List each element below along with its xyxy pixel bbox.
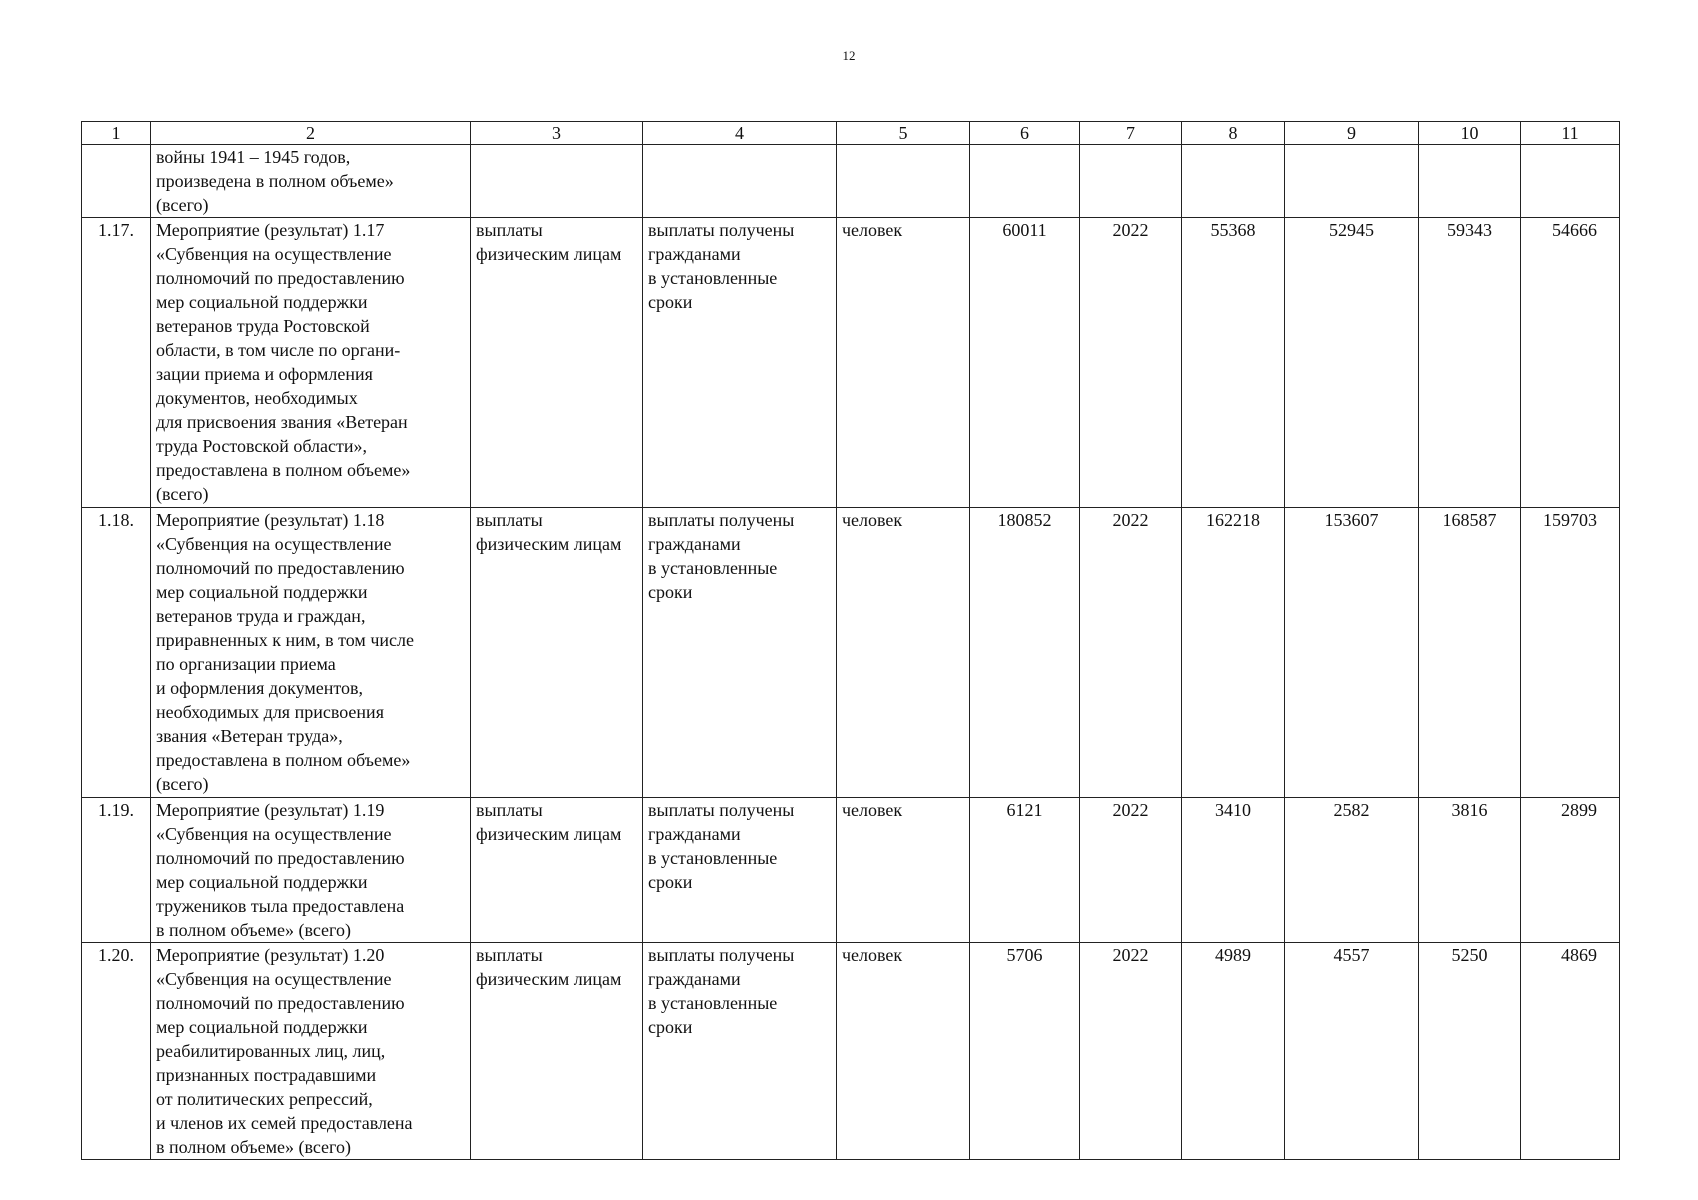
row-number-cell: 1.18. [82, 508, 151, 798]
value-cell-8 [1182, 145, 1285, 218]
characteristic-cell: выплаты получены гражданами в установленные сроки [643, 218, 837, 508]
result-name-cell: Мероприятие (результат) 1.17 «Субвенция на осуществление полномочий по предоставлению мер социальной поддержки ветеранов труда Ростовской области, в том числе по органи- зации приема и оформления документов, необходимых для присвоения звания «Ветеран труда Ростовской области», предоставлена в полном объеме» (всего) [151, 218, 471, 508]
base-year-cell: 2022 [1080, 798, 1182, 943]
column-header: 4 [643, 122, 837, 145]
base-value-cell [970, 145, 1080, 218]
characteristic-cell: выплаты получены гражданами в установленные сроки [643, 508, 837, 798]
value-cell-9: 2582 [1285, 798, 1419, 943]
result-type-cell: выплаты физическим лицам [471, 943, 643, 1160]
characteristic-cell: выплаты получены гражданами в установленные сроки [643, 798, 837, 943]
base-value-cell: 5706 [970, 943, 1080, 1160]
table-row [82, 798, 1620, 943]
value-cell-9 [1285, 145, 1419, 218]
value-cell-11: 159703 [1521, 508, 1620, 798]
base-year-cell: 2022 [1080, 508, 1182, 798]
table-row [82, 145, 1620, 218]
column-header: 1 [82, 122, 151, 145]
row-number-cell: 1.20. [82, 943, 151, 1160]
result-type-cell: выплаты физическим лицам [471, 508, 643, 798]
row-number-cell: 1.19. [82, 798, 151, 943]
base-year-cell [1080, 145, 1182, 218]
result-name-cell: Мероприятие (результат) 1.18 «Субвенция на осуществление полномочий по предоставлению мер социальной поддержки ветеранов труда и граждан, приравненных к ним, в том числе по организации приема и оформления документов, необходимых для присвоения звания «Ветеран труда», предоставлена в полном объеме» (всего) [151, 508, 471, 798]
result-name-cell: Мероприятие (результат) 1.20 «Субвенция на осуществление полномочий по предоставлению мер социальной поддержки реабилитированных лиц, лиц, признанных пострадавшими от политических репрессий, и членов их семей предоставлена в полном объеме» (всего) [151, 943, 471, 1160]
value-cell-9: 153607 [1285, 508, 1419, 798]
base-year-cell: 2022 [1080, 943, 1182, 1160]
column-header: 8 [1182, 122, 1285, 145]
row-number-cell [82, 145, 151, 218]
column-header: 6 [970, 122, 1080, 145]
value-cell-11 [1521, 145, 1620, 218]
base-year-cell: 2022 [1080, 218, 1182, 508]
value-cell-8: 3410 [1182, 798, 1285, 943]
value-cell-10: 5250 [1419, 943, 1521, 1160]
value-cell-8: 162218 [1182, 508, 1285, 798]
value-cell-9: 52945 [1285, 218, 1419, 508]
value-cell-10: 3816 [1419, 798, 1521, 943]
column-header: 10 [1419, 122, 1521, 145]
unit-cell [837, 145, 970, 218]
column-header: 2 [151, 122, 471, 145]
value-cell-8: 55368 [1182, 218, 1285, 508]
characteristic-cell [643, 145, 837, 218]
page-number: 12 [842, 48, 856, 63]
unit-cell: человек [837, 943, 970, 1160]
result-name-cell: Мероприятие (результат) 1.19 «Субвенция на осуществление полномочий по предоставлению мер социальной поддержки тружеников тыла предоставлена в полном объеме» (всего) [151, 798, 471, 943]
value-cell-11: 54666 [1521, 218, 1620, 508]
value-cell-11: 4869 [1521, 943, 1620, 1160]
row-number-cell: 1.17. [82, 218, 151, 508]
column-header: 5 [837, 122, 970, 145]
unit-cell: человек [837, 508, 970, 798]
value-cell-8: 4989 [1182, 943, 1285, 1160]
base-value-cell: 6121 [970, 798, 1080, 943]
table-row [82, 508, 1620, 798]
table-row [82, 218, 1620, 508]
value-cell-10: 168587 [1419, 508, 1521, 798]
unit-cell: человек [837, 798, 970, 943]
value-cell-10 [1419, 145, 1521, 218]
column-header: 11 [1521, 122, 1620, 145]
characteristic-cell: выплаты получены гражданами в установленные сроки [643, 943, 837, 1160]
column-header: 3 [471, 122, 643, 145]
base-value-cell: 180852 [970, 508, 1080, 798]
column-header: 9 [1285, 122, 1419, 145]
value-cell-10: 59343 [1419, 218, 1521, 508]
table-row [82, 943, 1620, 1160]
table-header-row [82, 122, 1620, 145]
result-type-cell [471, 145, 643, 218]
value-cell-11: 2899 [1521, 798, 1620, 943]
result-type-cell: выплаты физическим лицам [471, 798, 643, 943]
result-type-cell: выплаты физическим лицам [471, 218, 643, 508]
results-table [81, 121, 1620, 1160]
base-value-cell: 60011 [970, 218, 1080, 508]
column-header: 7 [1080, 122, 1182, 145]
value-cell-9: 4557 [1285, 943, 1419, 1160]
result-name-cell: войны 1941 – 1945 годов, произведена в полном объеме» (всего) [151, 145, 471, 218]
unit-cell: человек [837, 218, 970, 508]
